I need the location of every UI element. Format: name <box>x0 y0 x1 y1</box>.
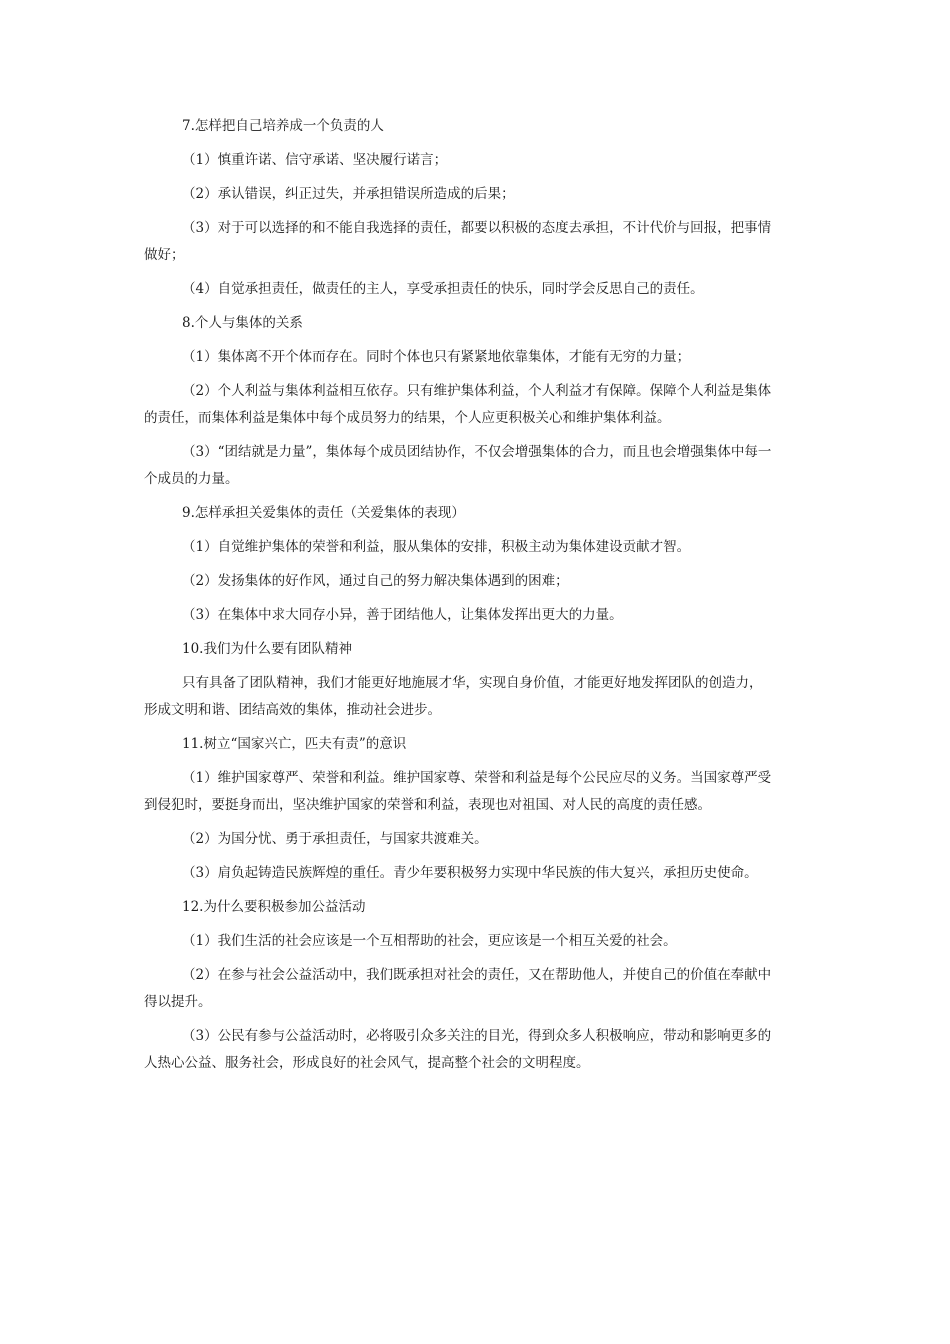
section-heading: 7.怎样把自己培养成一个负责的人 <box>182 118 384 134</box>
paragraph <box>144 151 808 170</box>
paragraph-line: （1）自觉维护集体的荣誉和利益，服从集体的安排，积极主动为集体建设贡献才智。 <box>182 539 691 555</box>
paragraph-continuation: 得以提升。 <box>144 994 212 1010</box>
paragraph <box>144 280 808 299</box>
paragraph <box>144 382 808 428</box>
paragraph-line: （3）对于可以选择的和不能自我选择的责任，都要以积极的态度去承担，不计代价与回报，把事情 <box>182 220 772 236</box>
paragraph-continuation: 个成员的力量。 <box>144 471 239 487</box>
paragraph <box>144 538 808 557</box>
paragraph <box>144 966 808 1012</box>
paragraph <box>144 769 808 815</box>
paragraph <box>144 185 808 204</box>
section-heading: 9.怎样承担关爱集体的责任（关爱集体的表现） <box>182 505 465 521</box>
paragraph-line: （2）在参与社会公益活动中，我们既承担对社会的责任，又在帮助他人，并使自己的价值在奉献中 <box>182 967 772 983</box>
paragraph-line: 只有具备了团队精神，我们才能更好地施展才华，实现自身价值，才能更好地发挥团队的创造力， <box>182 675 763 691</box>
paragraph <box>144 606 808 625</box>
paragraph <box>144 674 808 720</box>
paragraph-line: （3）公民有参与公益活动时，必将吸引众多关注的目光，得到众多人积极响应，带动和影响更多的 <box>182 1028 772 1044</box>
paragraph-line: （1）慎重许诺、信守承诺、坚决履行诺言； <box>182 152 448 168</box>
paragraph-line: （2）个人利益与集体利益相互依存。只有维护集体利益，个人利益才有保障。保障个人利益是集体 <box>182 383 772 399</box>
paragraph-line: （4）自觉承担责任，做责任的主人，享受承担责任的快乐，同时学会反思自己的责任。 <box>182 281 704 297</box>
paragraph <box>144 830 808 849</box>
paragraph-line: （2）承认错误，纠正过失，并承担错误所造成的后果； <box>182 186 515 202</box>
section-heading: 10.我们为什么要有团队精神 <box>182 641 352 657</box>
paragraph-continuation: 形成文明和谐、团结高效的集体，推动社会进步。 <box>144 702 441 718</box>
paragraph <box>144 348 808 367</box>
paragraph-continuation: 的责任，而集体利益是集体中每个成员努力的结果，个人应更积极关心和维护集体利益。 <box>144 410 671 426</box>
paragraph-line: （3）肩负起铸造民族辉煌的重任。青少年要积极努力实现中华民族的伟大复兴，承担历史使命。 <box>182 865 758 881</box>
paragraph <box>144 219 808 265</box>
paragraph <box>144 864 808 883</box>
paragraph-line: （1）集体离不开个体而存在。同时个体也只有紧紧地依靠集体，才能有无穷的力量； <box>182 349 691 365</box>
paragraph-line: （1）我们生活的社会应该是一个互相帮助的社会，更应该是一个相互关爱的社会。 <box>182 933 677 949</box>
paragraph <box>144 932 808 951</box>
paragraph-continuation: 到侵犯时，要挺身而出，坚决维护国家的荣誉和利益，表现也对祖国、对人民的高度的责任感。 <box>144 797 711 813</box>
paragraph-line: （3）“团结就是力量”，集体每个成员团结协作，不仅会增强集体的合力，而且也会增强集体中每一 <box>182 444 772 460</box>
document-body <box>144 117 808 1088</box>
section-heading: 8.个人与集体的关系 <box>182 315 303 331</box>
paragraph-line: （3）在集体中求大同存小异，善于团结他人，让集体发挥出更大的力量。 <box>182 607 623 623</box>
paragraph-continuation: 做好； <box>144 247 185 263</box>
paragraph-continuation: 人热心公益、服务社会，形成良好的社会风气，提高整个社会的文明程度。 <box>144 1055 590 1071</box>
paragraph <box>144 443 808 489</box>
paragraph-line: （1）维护国家尊严、荣誉和利益。维护国家尊、荣誉和利益是每个公民应尽的义务。当国家尊严受 <box>182 770 772 786</box>
section-heading: 12.为什么要积极参加公益活动 <box>182 899 366 915</box>
section-heading: 11.树立“国家兴亡，匹夫有责”的意识 <box>182 736 407 752</box>
paragraph-line: （2）发扬集体的好作风，通过自己的努力解决集体遇到的困难； <box>182 573 569 589</box>
paragraph <box>144 1027 808 1073</box>
paragraph <box>144 572 808 591</box>
paragraph-line: （2）为国分忧、勇于承担责任，与国家共渡难关。 <box>182 831 488 847</box>
